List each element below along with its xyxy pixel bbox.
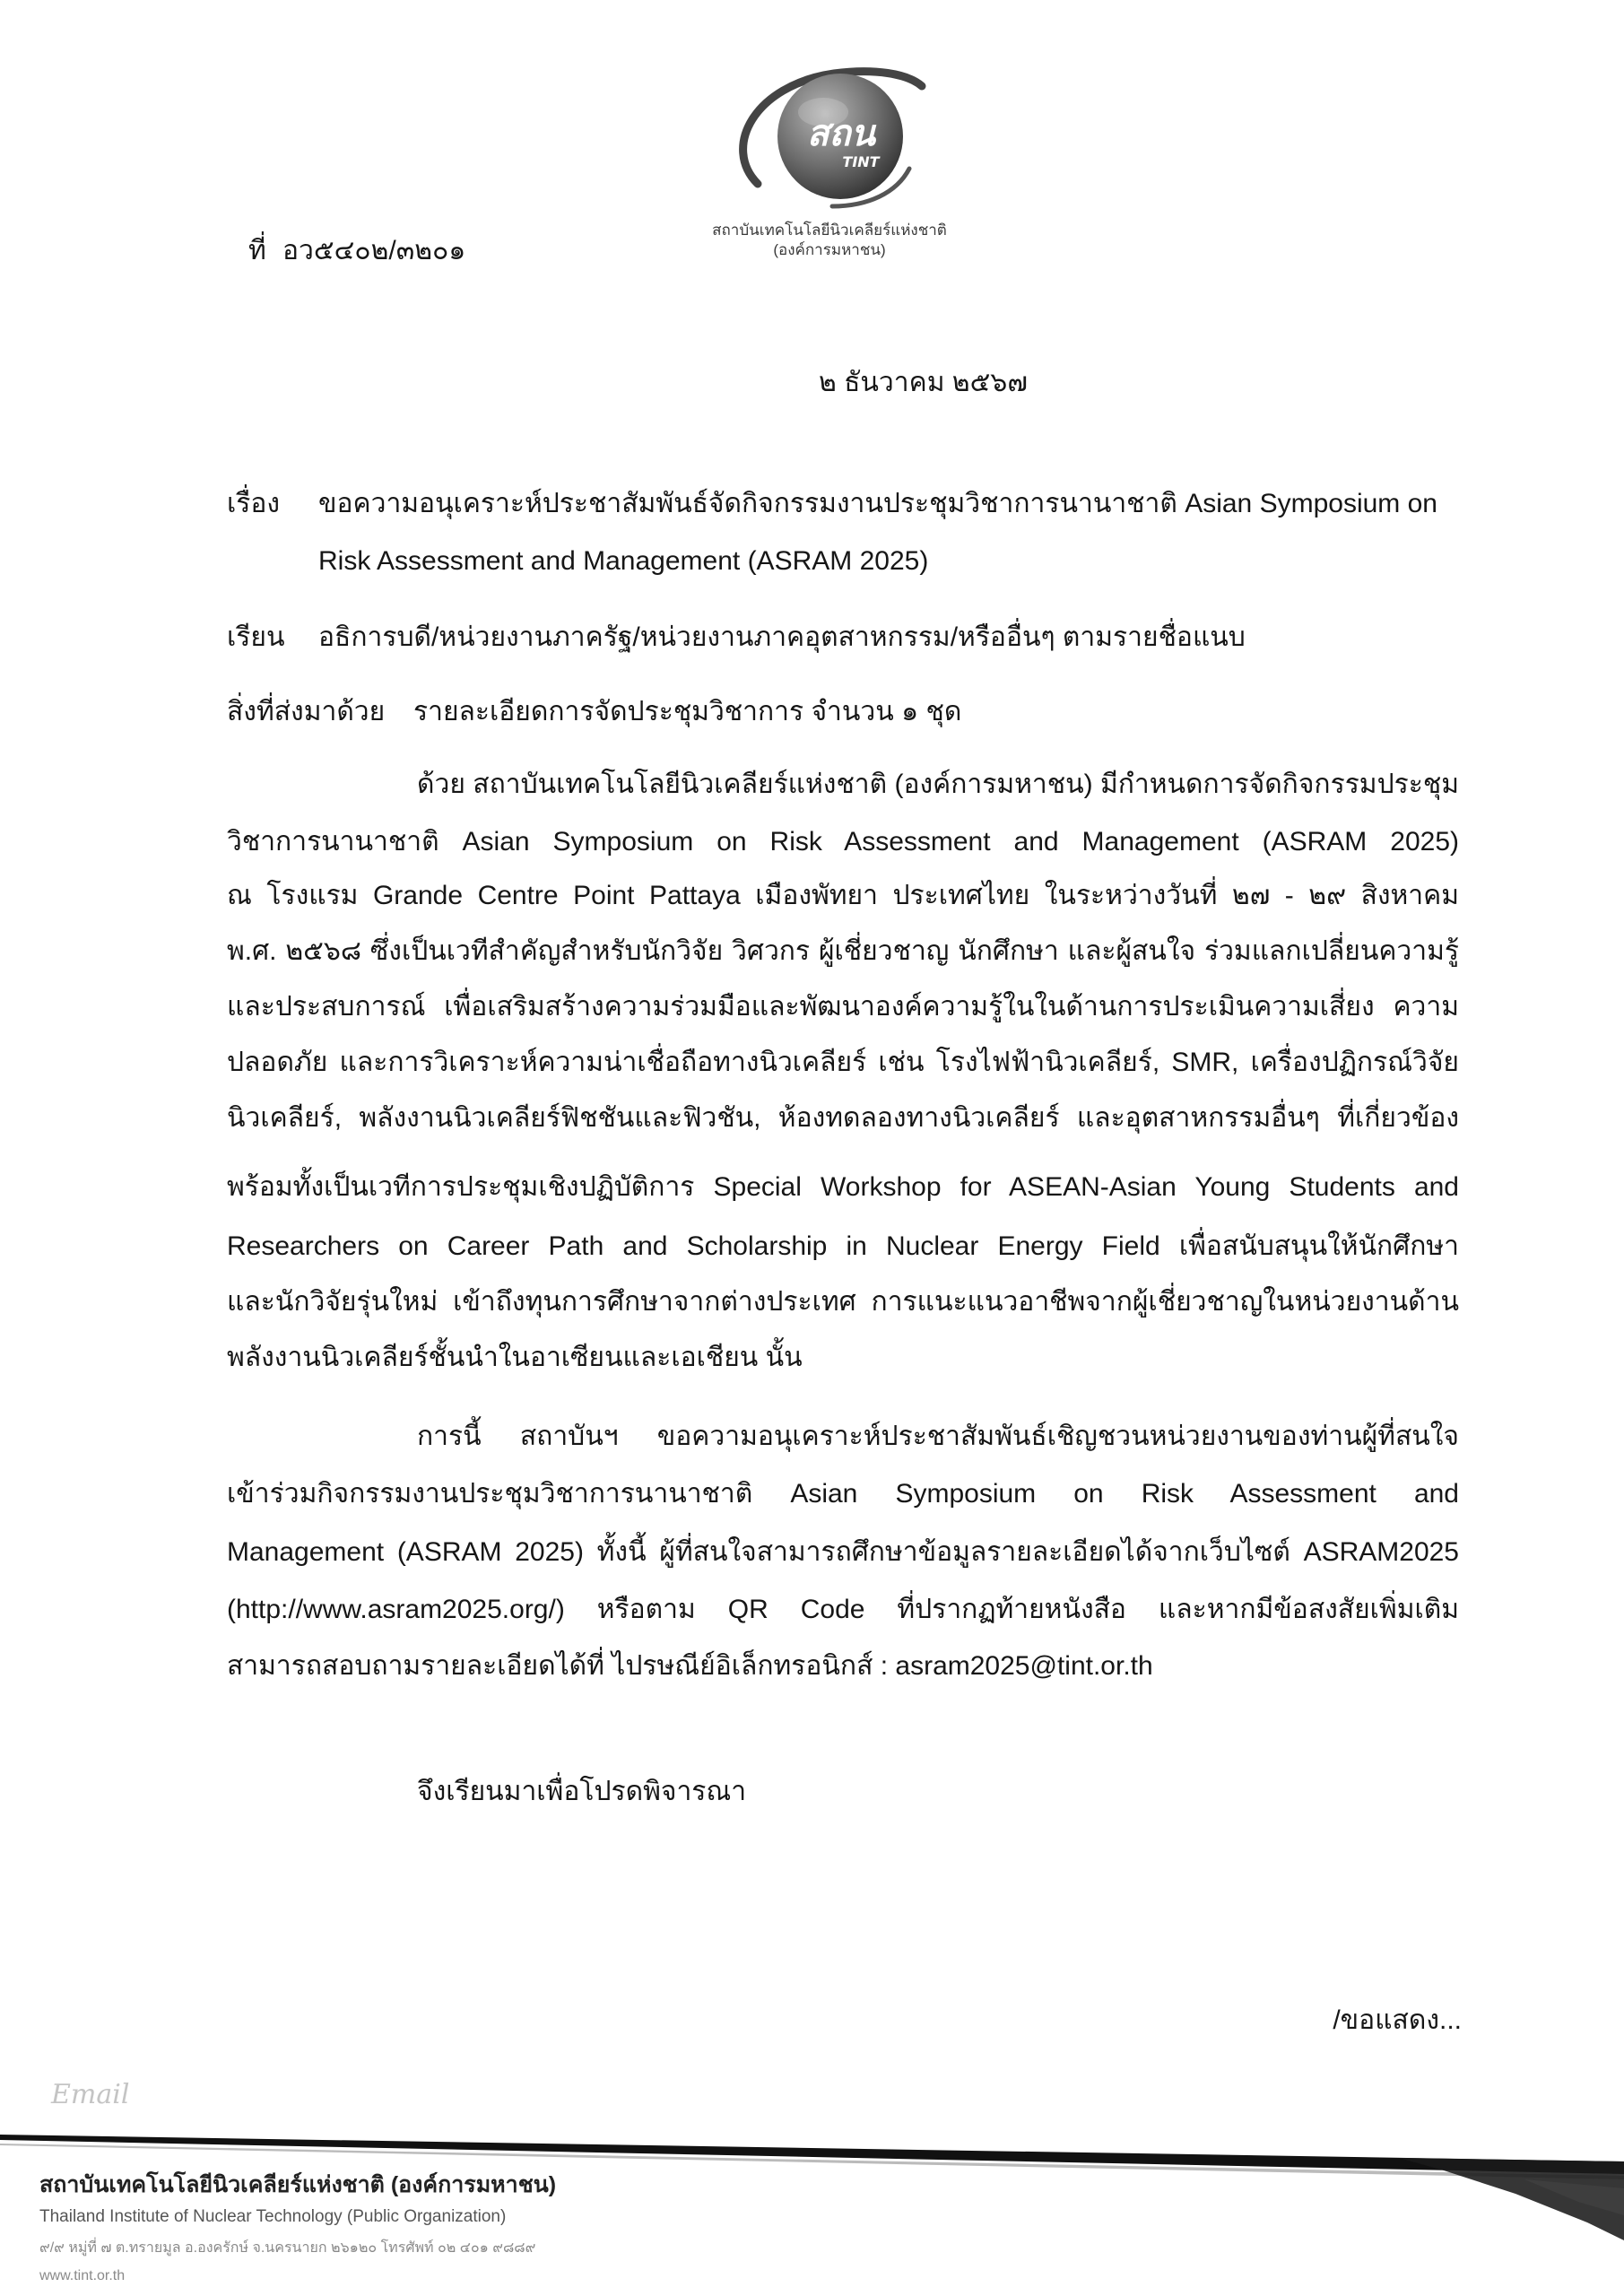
- paragraph-2-line: สามารถสอบถามรายละเอียดได้ที่ ไปรษณีย์อิเล็กทรอนิกส์ : asram2025@tint.or.th: [227, 1651, 1153, 1681]
- ref-number: อว๕๔๐๒/๓๒๐๑: [282, 236, 466, 265]
- letterhead-org-name: สถาบันเทคโนโลยีนิวเคลียร์แห่งชาติ: [712, 222, 947, 239]
- subject-label: เรื่อง: [227, 489, 281, 518]
- paragraph-2-line: การนี้ สถาบันฯ ขอความอนุเคราะห์ประชาสัมพันธ์เชิญชวนหน่วยงานของท่านผู้ที่สนใจ: [417, 1422, 1459, 1451]
- ref-label: ที่: [248, 236, 266, 265]
- paragraph-1-line: และนักวิจัยรุ่นใหม่ เข้าถึงทุนการศึกษาจากต่างประเทศ การแนะแนวอาชีพจากผู้เชี่ยวชาญในหน่วยงานด้าน: [227, 1287, 1459, 1317]
- continuation-marker: /ขอแสดง...: [1333, 2005, 1462, 2035]
- enclosure-text: รายละเอียดการจัดประชุมวิชาการ จำนวน ๑ ชุด: [413, 697, 962, 726]
- recipient-label: เรียน: [227, 622, 285, 652]
- letter-date: ๒ ธันวาคม ๒๕๖๗: [819, 368, 1028, 397]
- closing-line: จึงเรียนมาเพื่อโปรดพิจารณา: [417, 1777, 747, 1806]
- handwritten-note: Email: [51, 2079, 130, 2110]
- recipient-text: อธิการบดี/หน่วยงานภาครัฐ/หน่วยงานภาคอุตสาหกรรม/หรืออื่นๆ ตามรายชื่อแนบ: [318, 622, 1246, 652]
- paragraph-1-line: Researchers on Career Path and Scholarship in Nuclear Energy Field เพื่อสนับสนุนให้นักศึกษา: [227, 1231, 1459, 1261]
- paragraph-1-line: พร้อมทั้งเป็นเวทีการประชุมเชิงปฏิบัติการ Special Workshop for ASEAN-Asian Young Students and: [227, 1172, 1459, 1202]
- paragraph-1-line: วิชาการนานาชาติ Asian Symposium on Risk Assessment and Management (ASRAM 2025): [227, 827, 1459, 857]
- footer-org-name-en: Thailand Institute of Nuclear Technology (Public Organization): [39, 2207, 507, 2226]
- paragraph-2-line: เข้าร่วมกิจกรรมงานประชุมวิชาการนานาชาติ Asian Symposium on Risk Assessment and: [227, 1479, 1459, 1509]
- footer-org-name-th: สถาบันเทคโนโลยีนิวเคลียร์แห่งชาติ (องค์การมหาชน): [39, 2172, 557, 2197]
- tint-logo: [717, 63, 933, 215]
- paragraph-1-line: พ.ศ. ๒๕๖๘ ซึ่งเป็นเวทีสำคัญสำหรับนักวิจัย วิศวกร ผู้เชี่ยวชาญ นักศึกษา และผู้สนใจ ร่วมแลกเปลี่ยนความรู้: [227, 936, 1459, 966]
- footer-address: ๙/๙ หมู่ที่ ๗ ต.ทรายมูล อ.องครักษ์ จ.นครนายก ๒๖๑๒๐ โทรศัพท์ ๐๒ ๔๐๑ ๙๘๘๙: [39, 2240, 536, 2256]
- paragraph-2-line: Management (ASRAM 2025) ทั้งนี้ ผู้ที่สนใจสามารถศึกษาข้อมูลรายละเอียดได้จากเว็บไซต์ ASRAM2025: [227, 1537, 1459, 1567]
- footer-website: www.tint.or.th: [39, 2268, 126, 2283]
- paragraph-1-line: พลังงานนิวเคลียร์ชั้นนำในอาเซียนและเอเชียน นั้น: [227, 1343, 803, 1372]
- paragraph-1-line: ด้วย สถาบันเทคโนโลยีนิวเคลียร์แห่งชาติ (องค์การมหาชน) มีกำหนดการจัดกิจกรรมประชุม: [417, 770, 1459, 799]
- logo-subtext: TINT: [842, 153, 880, 170]
- paragraph-1-line: และประสบการณ์ เพื่อเสริมสร้างความร่วมมือและพัฒนาองค์ความรู้ในในด้านการประเมินความเสี่ยง ความ: [227, 992, 1459, 1022]
- paragraph-1-line: ปลอดภัย และการวิเคราะห์ความน่าเชื่อถือทางนิวเคลียร์ เช่น โรงไฟฟ้านิวเคลียร์, SMR, เครื่องปฏิกรณ์วิจัย: [227, 1048, 1459, 1077]
- paragraph-1-line: ณ โรงแรม Grande Centre Point Pattaya เมืองพัทยา ประเทศไทย ในระหว่างวันที่ ๒๗ - ๒๙ สิงหาคม: [227, 881, 1459, 910]
- subject-line: Risk Assessment and Management (ASRAM 2025): [318, 546, 929, 576]
- paragraph-2-line: (http://www.asram2025.org/) หรือตาม QR Code ที่ปรากฏท้ายหนังสือ และหากมีข้อสงสัยเพิ่มเติม: [227, 1595, 1459, 1624]
- subject-line: ขอความอนุเคราะห์ประชาสัมพันธ์จัดกิจกรรมงานประชุมวิชาการนานาชาติ Asian Symposium on: [318, 489, 1437, 518]
- paragraph-1-line: นิวเคลียร์, พลังงานนิวเคลียร์ฟิชชันและฟิวชัน, ห้องทดลองทางนิวเคลียร์ และอุตสาหกรรมอื่นๆ ที่เกี่ยวข้อง: [227, 1103, 1459, 1133]
- letterhead-org-type: (องค์การมหาชน): [773, 241, 886, 258]
- logo-text: สถน: [807, 113, 875, 154]
- enclosure-label: สิ่งที่ส่งมาด้วย: [227, 697, 386, 726]
